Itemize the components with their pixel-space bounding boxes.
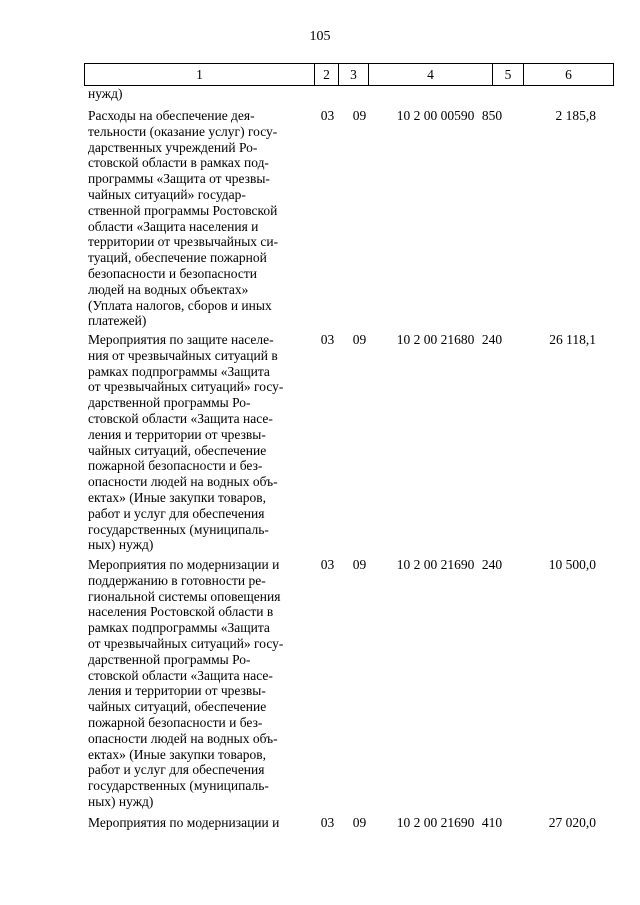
row-subsection-code: 09	[352, 332, 367, 347]
row-expense-type-code: 410	[481, 815, 503, 830]
row-amount: 2 185,8	[555, 108, 596, 123]
row-description: Мероприятия по модернизации и	[88, 815, 280, 830]
row-description: Мероприятия по модернизации и поддержанию в готовности ре- гиональной системы оповещения населения Ростовской области в рамках подпрограммы «Защита от чрезвычайных ситуаций» госу- дарственной программы Ро- стовской области «Защита насе- ления и территории от чрезвы- чайных ситуаций, обеспечение пожарной безопасности и без- опасности людей на водных объ- ектах» (Иные закупки товаров, работ и услуг для обеспечения государственных (муниципаль- ных) нужд)	[88, 557, 284, 809]
row-target-article-code: 10 2 00 21680	[396, 332, 475, 347]
row-amount: 26 118,1	[549, 332, 596, 347]
row-subsection-code: 09	[352, 557, 367, 572]
row-expense-type-code: 240	[481, 332, 503, 347]
row-section-code: 03	[320, 108, 335, 123]
column-header-table	[84, 63, 614, 86]
row-description: Мероприятия по защите населе- ния от чрезвычайных ситуаций в рамках подпрограммы «Защита от чрезвычайных ситуаций» госу- дарственной программы Ро- стовской области «Защита насе- ления и территории от чрезвы- чайных ситуаций, обеспечение пожарной безопасности и без- опасности людей на водных объ- ектах» (Иные закупки товаров, работ и услуг для обеспечения государственных (муниципаль- ных) нужд)	[88, 332, 284, 553]
column-header-3: 3	[339, 64, 369, 86]
page-number: 105	[309, 29, 331, 44]
row-section-code: 03	[320, 815, 335, 830]
column-header-6: 6	[524, 64, 614, 86]
column-header-5: 5	[493, 64, 524, 86]
row-target-article-code: 10 2 00 21690	[396, 557, 475, 572]
row-section-code: 03	[320, 332, 335, 347]
column-header-row	[85, 64, 614, 86]
row-subsection-code: 09	[352, 815, 367, 830]
row-expense-type-code: 850	[481, 108, 503, 123]
column-header-1: 1	[85, 64, 315, 86]
continuation-text: нужд)	[88, 86, 123, 101]
row-amount: 27 020,0	[548, 815, 596, 830]
column-header-4: 4	[369, 64, 493, 86]
row-target-article-code: 10 2 00 21690	[396, 815, 475, 830]
row-description: Расходы на обеспечение дея- тельности (оказание услуг) госу- дарственных учреждений Ро- стовской области в рамках под- программы «Защита от чрезвы- чайных ситуаций» государ- ственной программы Ростовской области «Защита населения и территории от чрезвычайных си- туаций, обеспечение пожарной безопасности и безопасности людей на водных объектах» (Уплата налогов, сборов и иных платежей)	[88, 108, 279, 329]
row-amount: 10 500,0	[548, 557, 596, 572]
row-expense-type-code: 240	[481, 557, 503, 572]
row-section-code: 03	[320, 557, 335, 572]
row-subsection-code: 09	[352, 108, 367, 123]
row-target-article-code: 10 2 00 00590	[396, 108, 475, 123]
column-header-2: 2	[315, 64, 339, 86]
